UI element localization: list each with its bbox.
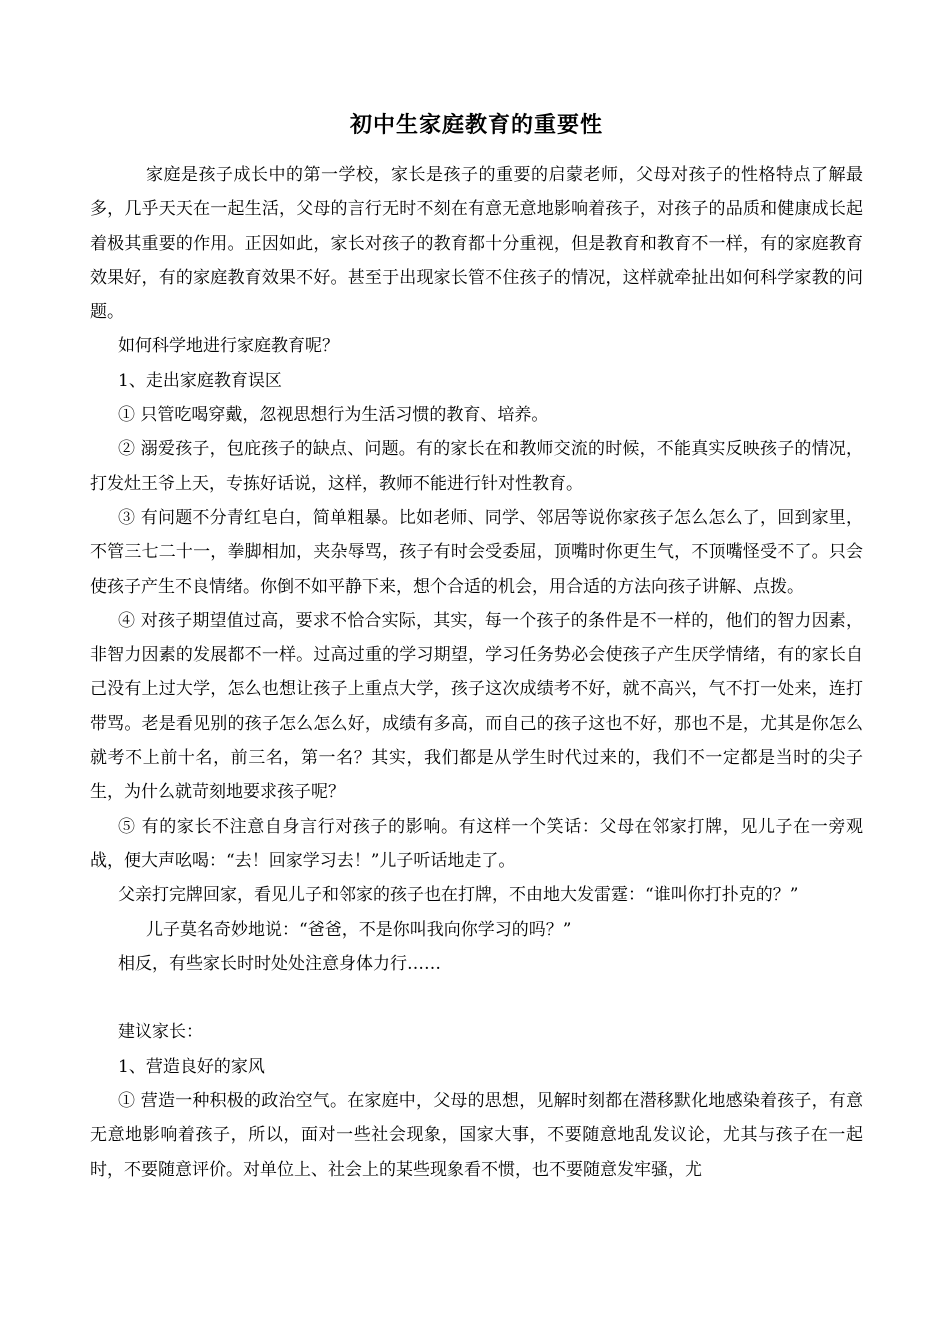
advice-item-1: ① 营造一种积极的政治空气。在家庭中，父母的思想，见解时刻都在潜移默化地感染着孩子，有意无意地影响着孩子，所以，面对一些社会现象，国家大事，不要随意地乱发议论，尤其与孩子在一起时，不要随意评价。对单位上、社会上的某些现象看不惯，也不要随意发牢骚，尤: [90, 1091, 863, 1180]
blank-line: [90, 981, 863, 1015]
list-item-5: ⑤ 有的家长不注意自身言行对孩子的影响。有这样一个笑话：父母在邻家打牌，见儿子在一旁观战，便大声吆喝：“去！回家学习去！”儿子听话地走了。: [90, 816, 863, 871]
paragraph-question: 如何科学地进行家庭教育呢？: [118, 336, 339, 357]
paragraph-son: 儿子莫名奇妙地说：“爸爸，不是你叫我向你学习的吗？”: [146, 919, 572, 940]
list-item-3: ③ 有问题不分青红皂白，简单粗暴。比如老师、同学、邻居等说你家孩子怎么怎么了，回到家里，不管三七二十一，拳脚相加，夹杂辱骂，孩子有时会受委屈，顶嘴时你更生气，不顶嘴怪受不了。只会使孩子产生不良情绪。你倒不如平静下来，想个合适的机会，用合适的方法向孩子讲解、点拨。: [90, 507, 863, 597]
list-item-2: ② 溺爱孩子，包庇孩子的缺点、问题。有的家长在和教师交流的时候，不能真实反映孩子的情况，打发灶王爷上天，专拣好话说，这样，教师不能进行针对性教育。: [90, 439, 863, 494]
paragraph-father: 父亲打完牌回家，看见儿子和邻家的孩子也在打牌，不由地大发雷霆：“谁叫你打扑克的？”: [118, 885, 799, 906]
list-item-1: ① 只管吃喝穿戴，忽视思想行为生活习惯的教育、培养。: [118, 405, 549, 426]
list-item-4: ④ 对孩子期望值过高，要求不恰合实际，其实，每一个孩子的条件是不一样的，他们的智力因素，非智力因素的发展都不一样。过高过重的学习期望，学习任务势必会使孩子产生厌学情绪，有的家长自己没有上过大学，怎么也想让孩子上重点大学，孩子这次成绩考不好，就不高兴，气不打一处来，连打带骂。老是看见别的孩子怎么怎么好，成绩有多高，而自己的孩子这也不好，那也不是，尤其是你怎么就考不上前十名，前三名，第一名？其实，我们都是从学生时代过来的，我们不一定都是当时的尖子生，为什么就苛刻地要求孩子呢？: [90, 610, 863, 803]
paragraph-contrast: 相反，有些家长时时处处注意身体力行……: [118, 953, 441, 974]
section-heading-misconceptions: 1、走出家庭教育误区: [118, 370, 282, 391]
document-page: [90, 110, 863, 1187]
document-title: 初中生家庭教育的重要性: [349, 112, 603, 138]
paragraph-intro: 家庭是孩子成长中的第一学校，家长是孩子的重要的启蒙老师，父母对孩子的性格特点了解最多，几乎天天在一起生活，父母的言行无时不刻在有意无意地影响着孩子，对孩子的品质和健康成长起着极其重要的作用。正因如此，家长对孩子的教育都十分重视，但是教育和教育不一样，有的家庭教育效果好，有的家庭教育效果不好。甚至于出现家长管不住孩子的情况，这样就牵扯出如何科学家教的问题。: [90, 165, 863, 323]
section-heading-advice: 建议家长：: [118, 1022, 203, 1043]
subheading-family-style: 1、营造良好的家风: [118, 1056, 265, 1077]
